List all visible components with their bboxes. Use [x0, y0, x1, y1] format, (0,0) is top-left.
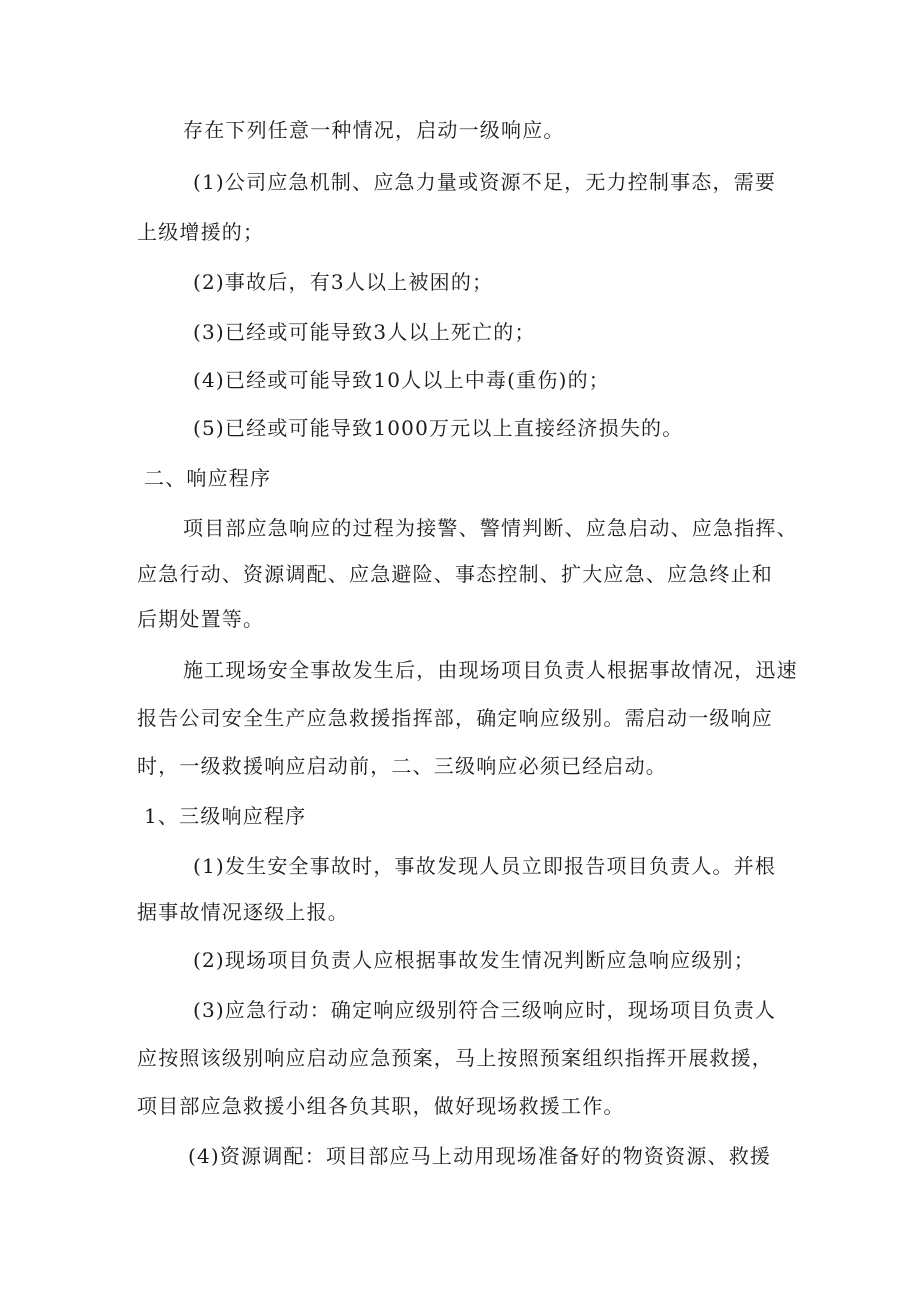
- paragraph-site-line-3: 时，一级救援响应启动前，二、三级响应必须已经启动。: [137, 754, 667, 778]
- paragraph-process-line-3: 后期处置等。: [137, 607, 265, 631]
- step-1-line-2: 据事故情况逐级上报。: [137, 900, 349, 924]
- list-item-1-line-1: (1)公司应急机制、应急力量或资源不足，无力控制事态，需要: [193, 170, 777, 194]
- paragraph-process-line-1: 项目部应急响应的过程为接警、警情判断、应急启动、应急指挥、: [183, 516, 798, 540]
- list-item-3: (3)已经或可能导致3人以上死亡的；: [193, 320, 536, 344]
- paragraph-level-one-intro: 存在下列任意一种情况，启动一级响应。: [183, 118, 565, 142]
- step-3-line-1: (3)应急行动：确定响应级别符合三级响应时，现场项目负责人: [193, 998, 777, 1022]
- step-2: (2)现场项目负责人应根据事故发生情况判断应急响应级别；: [193, 948, 755, 972]
- list-item-4: (4)已经或可能导致10人以上中毒(重伤)的；: [193, 368, 610, 392]
- step-1-line-1: (1)发生安全事故时，事故发现人员立即报告项目负责人。并根: [193, 854, 777, 878]
- paragraph-site-line-1: 施工现场安全事故发生后，由现场项目负责人根据事故情况，迅速: [183, 658, 798, 682]
- step-3-line-2: 应按照该级别响应启动应急预案，马上按照预案组织指挥开展救援，: [137, 1046, 773, 1070]
- step-3-line-3: 项目部应急救援小组各负其职，做好现场救援工作。: [137, 1094, 625, 1118]
- paragraph-site-line-2: 报告公司安全生产应急救援指挥部，确定响应级别。需启动一级响应: [137, 706, 773, 730]
- list-item-5: (5)已经或可能导致1000万元以上直接经济损失的。: [193, 416, 684, 440]
- section-heading-response-procedure: 二、响应程序: [144, 466, 272, 490]
- list-item-1-line-2: 上级增援的；: [137, 220, 265, 244]
- paragraph-process-line-2: 应急行动、资源调配、应急避险、事态控制、扩大应急、应急终止和: [137, 562, 773, 586]
- subheading-level-three-procedure: 1、三级响应程序: [144, 804, 307, 828]
- step-4-line-1: (4)资源调配：项目部应马上动用现场准备好的物资资源、救援: [188, 1144, 772, 1168]
- list-item-2: (2)事故后，有3人以上被困的；: [193, 270, 494, 294]
